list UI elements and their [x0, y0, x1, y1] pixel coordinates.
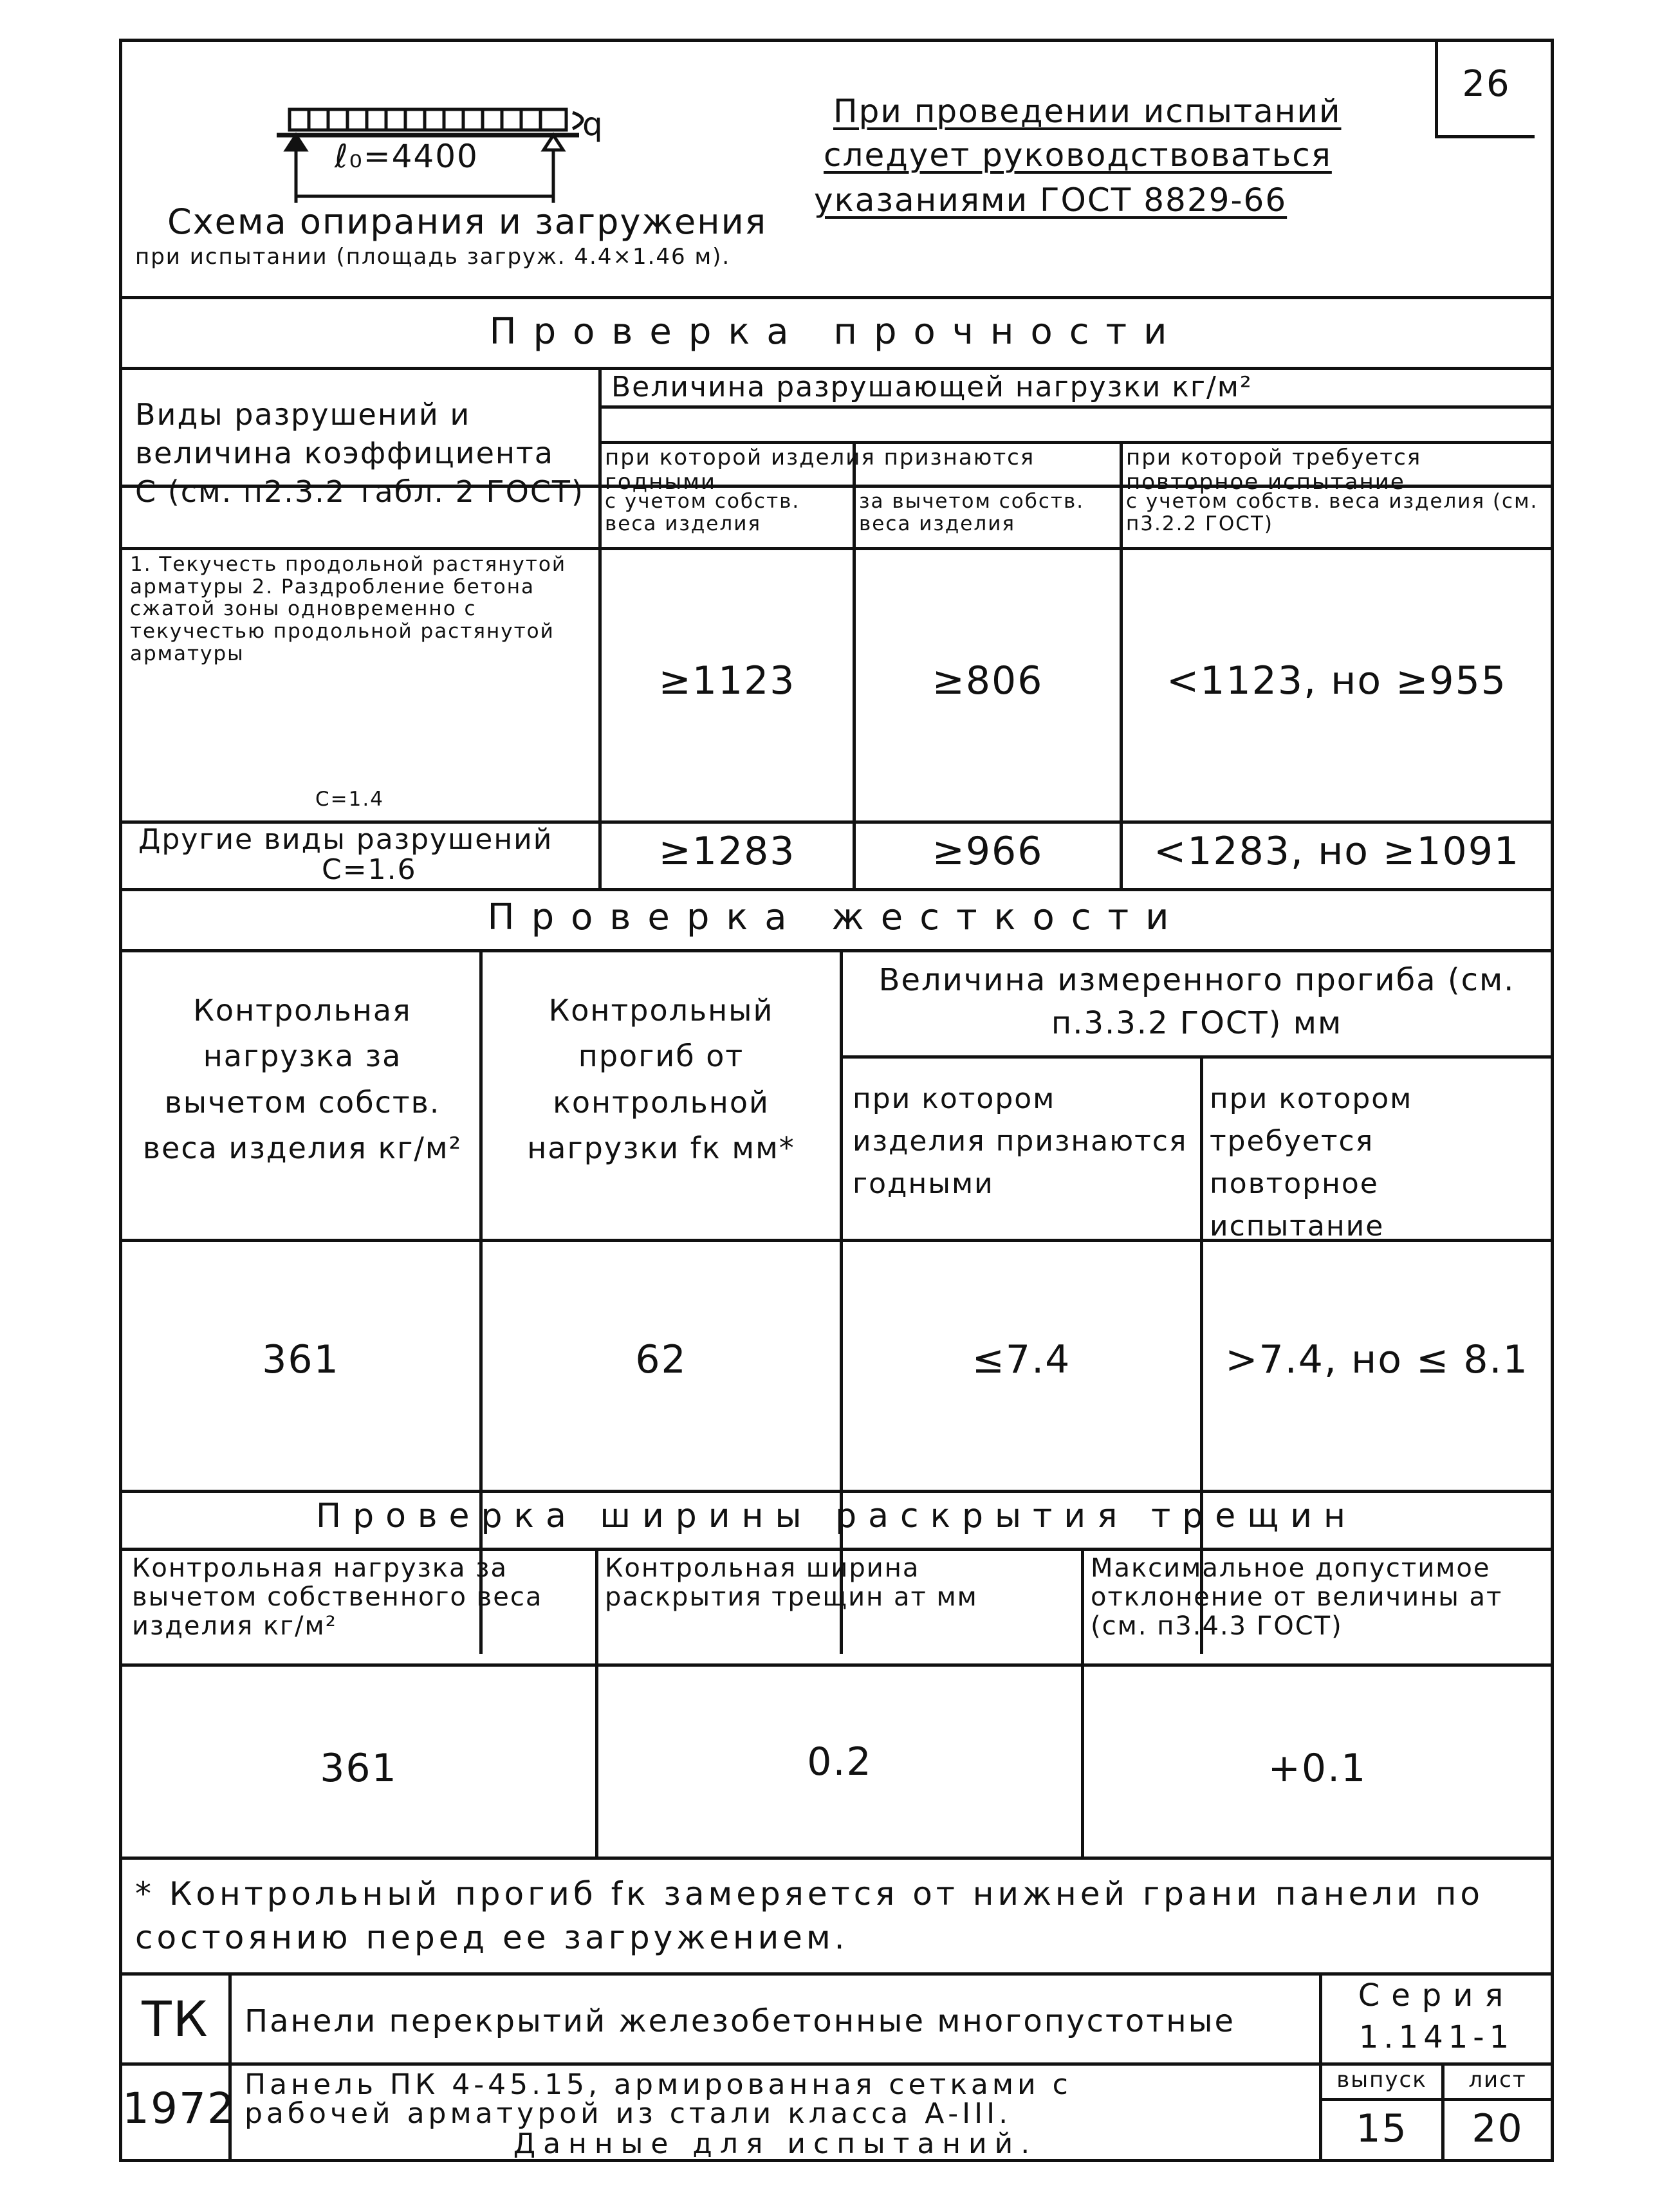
stiffness-value-load: 361: [262, 1337, 340, 1382]
scheme-caption-line2: при испытании (площадь загруж. 4.4×1.46 м).: [135, 244, 731, 270]
stiffness-col1: Контрольная нагрузка за вычетом собств. веса изделия кг/м²: [142, 993, 463, 1165]
strength-col-types: Виды разрушений и величина коэффициента С (см. п2.3.2 табл. 2 ГОСТ): [135, 397, 584, 509]
strength-sub-with: с учетом собств. веса изделия: [605, 490, 800, 535]
stamp-issue-value: 15: [1356, 2106, 1408, 2151]
stiffness-col3: при котором изделия признаются годными: [853, 1082, 1188, 1200]
cracks-col3: Максимальное допустимое отклонение от величины aт (см. п3.4.3 ГОСТ): [1091, 1553, 1503, 1641]
page-number: 26: [1462, 63, 1511, 105]
strength-col-fit: при которой изделия признаются годными: [605, 445, 1035, 495]
cracks-col2: Контрольная ширина раскрытия трещин aт мм: [605, 1553, 978, 1612]
strength-row1-without-weight: ≥806: [932, 658, 1044, 703]
stiffness-value-deflection: 62: [635, 1337, 687, 1382]
gost-note-line3: указаниями ГОСТ 8829-66: [814, 181, 1288, 219]
cracks-value-load: 361: [320, 1746, 398, 1791]
strength-col-group: Величина разрушающей нагрузки кг/м²: [611, 371, 1253, 403]
stiffness-title: Проверка жесткости: [487, 896, 1186, 938]
drawing-sheet: [119, 39, 1554, 2162]
strength-sub-without: за вычетом собств. веса изделия: [859, 490, 1085, 535]
strength-row2-with-weight: ≥1283: [658, 829, 796, 874]
cracks-col1: Контрольная нагрузка за вычетом собственного веса изделия кг/м²: [132, 1553, 543, 1641]
stiffness-col-group: Величина измеренного прогиба (см. п.3.3.2 ГОСТ) мм: [878, 962, 1515, 1042]
page-number-box: [1435, 39, 1535, 138]
cracks-value-width: 0.2: [807, 1739, 872, 1784]
stamp-desc-line3: Данные для испытаний.: [513, 2127, 1038, 2160]
stamp-desc-line2: рабочей арматурой из стали класса А-III.: [245, 2097, 1012, 2130]
cracks-title: Проверка ширины раскрытия трещин: [315, 1497, 1358, 1535]
gost-note-line2: следует руководствоваться: [824, 136, 1332, 174]
span-label: ℓ₀=4400: [335, 138, 479, 175]
strength-row2-label: Другие виды разрушений: [138, 823, 553, 856]
footnote: * Контрольный прогиб fк замеряется от нижней грани панели по состоянию перед ее загружением.: [135, 1875, 1484, 1956]
strength-row1-label: 1. Текучесть продольной растянутой арматуры 2. Раздробление бетона сжатой зоны одновременно с текучестью продольной растянутой арматуры: [130, 553, 566, 665]
load-label: q: [582, 106, 604, 143]
strength-row1-with-weight: ≥1123: [658, 658, 796, 703]
stamp-org: ТК: [142, 1990, 209, 2048]
stiffness-value-fit: ≤7.4: [972, 1337, 1071, 1382]
stamp-issue-label: выпуск: [1336, 2067, 1427, 2093]
strength-title: Проверка прочности: [489, 311, 1184, 353]
scheme-caption-line1: Схема опирания и загружения: [167, 201, 768, 242]
stamp-title: Панели перекрытий железобетонные многопустотные: [245, 2003, 1236, 2039]
stamp-sheet-label: лист: [1468, 2067, 1527, 2093]
strength-sub-retest: с учетом собств. веса изделия (см. п3.2.2 ГОСТ): [1126, 490, 1538, 535]
strength-row1-retest: <1123, но ≥955: [1167, 658, 1507, 703]
strength-row2-retest: <1283, но ≥1091: [1153, 829, 1520, 874]
stamp-series-label: Серия: [1358, 1977, 1515, 2014]
stamp-sheet-value: 20: [1472, 2106, 1524, 2151]
stiffness-col2: Контрольный прогиб от контрольной нагрузки fк мм*: [527, 993, 795, 1165]
strength-row2-without-weight: ≥966: [932, 829, 1044, 874]
stiffness-value-retest: >7.4, но ≤ 8.1: [1225, 1337, 1529, 1382]
strength-row1-coef: С=1.4: [315, 788, 384, 811]
stiffness-col4: при котором требуется повторное испытание: [1210, 1082, 1413, 1243]
strength-row2-coef: С=1.6: [322, 853, 417, 886]
stamp-year: 1972: [122, 2084, 235, 2133]
cracks-value-deviation: +0.1: [1268, 1746, 1367, 1791]
strength-col-retest: при которой требуется повторное испытание: [1126, 445, 1422, 495]
stamp-desc-line1: Панель ПК 4-45.15, армированная сетками с: [245, 2068, 1072, 2101]
stamp-series-value: 1.141-1: [1358, 2019, 1515, 2055]
gost-note-line1: При проведении испытаний: [833, 93, 1342, 130]
